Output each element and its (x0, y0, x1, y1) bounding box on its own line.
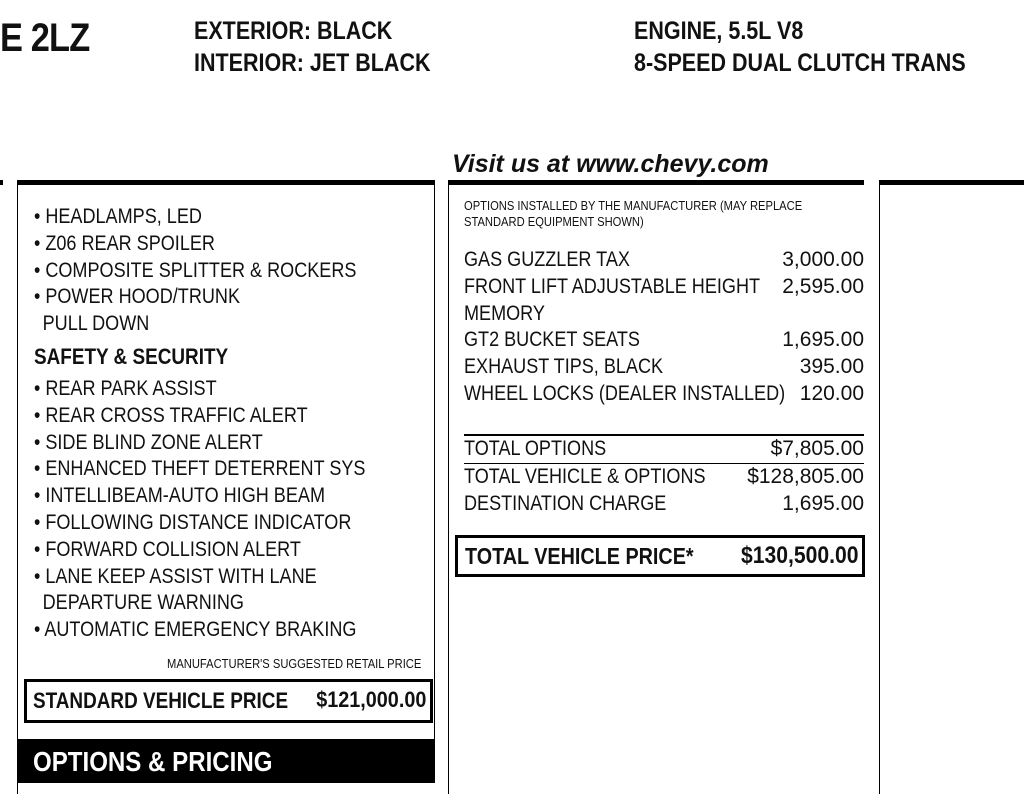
exterior-color: EXTERIOR: BLACK (194, 17, 393, 45)
list-item: • REAR PARK ASSIST (34, 376, 217, 400)
options-column-rule (448, 180, 864, 185)
list-item: • AUTOMATIC EMERGENCY BRAKING (34, 618, 357, 642)
website-link[interactable]: Visit us at www.chevy.com (452, 150, 769, 178)
standard-price-label: STANDARD VEHICLE PRICE (33, 688, 289, 713)
list-item: • REAR CROSS TRAFFIC ALERT (34, 403, 308, 427)
options-pricing-heading: OPTIONS & PRICING (33, 746, 273, 777)
list-item: • POWER HOOD/TRUNK (34, 285, 240, 309)
right-column-rule (879, 180, 1024, 185)
list-item: • FOLLOWING DISTANCE INDICATOR (34, 510, 352, 534)
option-name: GAS GUZZLER TAX (464, 248, 630, 271)
total-vehicle-price-label: TOTAL VEHICLE PRICE* (465, 543, 694, 569)
total-vehicle-price-box (455, 535, 865, 577)
standard-equipment-list (34, 204, 434, 644)
list-item: • SIDE BLIND ZONE ALERT (34, 430, 263, 454)
option-name: FRONT LIFT ADJUSTABLE HEIGHT (464, 274, 761, 298)
total-name: DESTINATION CHARGE (464, 491, 667, 515)
totals-list (464, 434, 864, 517)
option-price: 395.00 (799, 355, 864, 379)
left-edge-rule (0, 180, 3, 185)
list-item: • FORWARD COLLISION ALERT (34, 537, 301, 561)
total-name: TOTAL VEHICLE & OPTIONS (464, 464, 706, 488)
option-name: MEMORY (464, 301, 545, 325)
option-row (464, 327, 864, 354)
total-vehicle-options-row (464, 464, 864, 491)
total-price: $7,805.00 (770, 437, 864, 460)
list-item: • ENHANCED THEFT DETERRENT SYS (34, 457, 366, 481)
option-price: 2,595.00 (782, 274, 864, 298)
option-name: WHEEL LOCKS (DEALER INSTALLED) (464, 381, 786, 405)
list-item-continuation: DEPARTURE WARNING (42, 591, 244, 615)
standard-price-value: $121,000.00 (315, 687, 426, 712)
total-options-row (464, 434, 864, 464)
msrp-label: MANUFACTURER'S SUGGESTED RETAIL PRICE (167, 656, 422, 671)
safety-heading: SAFETY & SECURITY (34, 343, 229, 369)
list-item: • COMPOSITE SPLITTER & ROCKERS (34, 258, 357, 282)
option-row (464, 247, 864, 274)
list-item: • LANE KEEP ASSIST WITH LANE (34, 564, 317, 588)
total-price: 1,695.00 (782, 491, 864, 515)
standard-price-box (24, 679, 433, 723)
list-item-continuation: PULL DOWN (42, 312, 150, 336)
option-row (464, 274, 864, 301)
option-row (464, 381, 864, 408)
list-item: • INTELLIBEAM-AUTO HIGH BEAM (34, 484, 325, 508)
options-note: OPTIONS INSTALLED BY THE MANUFACTURER (MAY REPLACE STANDARD EQUIPMENT SHOWN) (464, 198, 803, 229)
option-name: EXHAUST TIPS, BLACK (464, 355, 664, 379)
interior-color: INTERIOR: JET BLACK (194, 49, 431, 77)
options-column-left-border (448, 185, 449, 794)
standard-column-rule (17, 180, 435, 185)
model-title: E 2LZ (0, 16, 90, 60)
transmission-spec: 8-SPEED DUAL CLUTCH TRANS (634, 49, 966, 77)
total-price: $128,805.00 (747, 464, 864, 488)
standard-column-right-border (434, 185, 435, 739)
destination-charge-row (464, 491, 864, 518)
standard-column-left-border (17, 185, 18, 794)
total-vehicle-price-value: $130,500.00 (740, 542, 858, 569)
option-price: 120.00 (799, 381, 864, 405)
engine-spec: ENGINE, 5.5L V8 (634, 17, 804, 45)
total-name: TOTAL OPTIONS (464, 437, 607, 460)
option-name: GT2 BUCKET SEATS (464, 328, 640, 352)
list-item: • HEADLAMPS, LED (34, 205, 202, 228)
right-column-left-border (879, 185, 880, 794)
options-list (464, 247, 864, 408)
list-item: • Z06 REAR SPOILER (34, 231, 215, 255)
options-pricing-banner (17, 739, 435, 783)
option-row (464, 301, 864, 328)
option-price: 1,695.00 (782, 328, 864, 352)
option-row (464, 354, 864, 381)
option-price: 3,000.00 (782, 248, 864, 271)
